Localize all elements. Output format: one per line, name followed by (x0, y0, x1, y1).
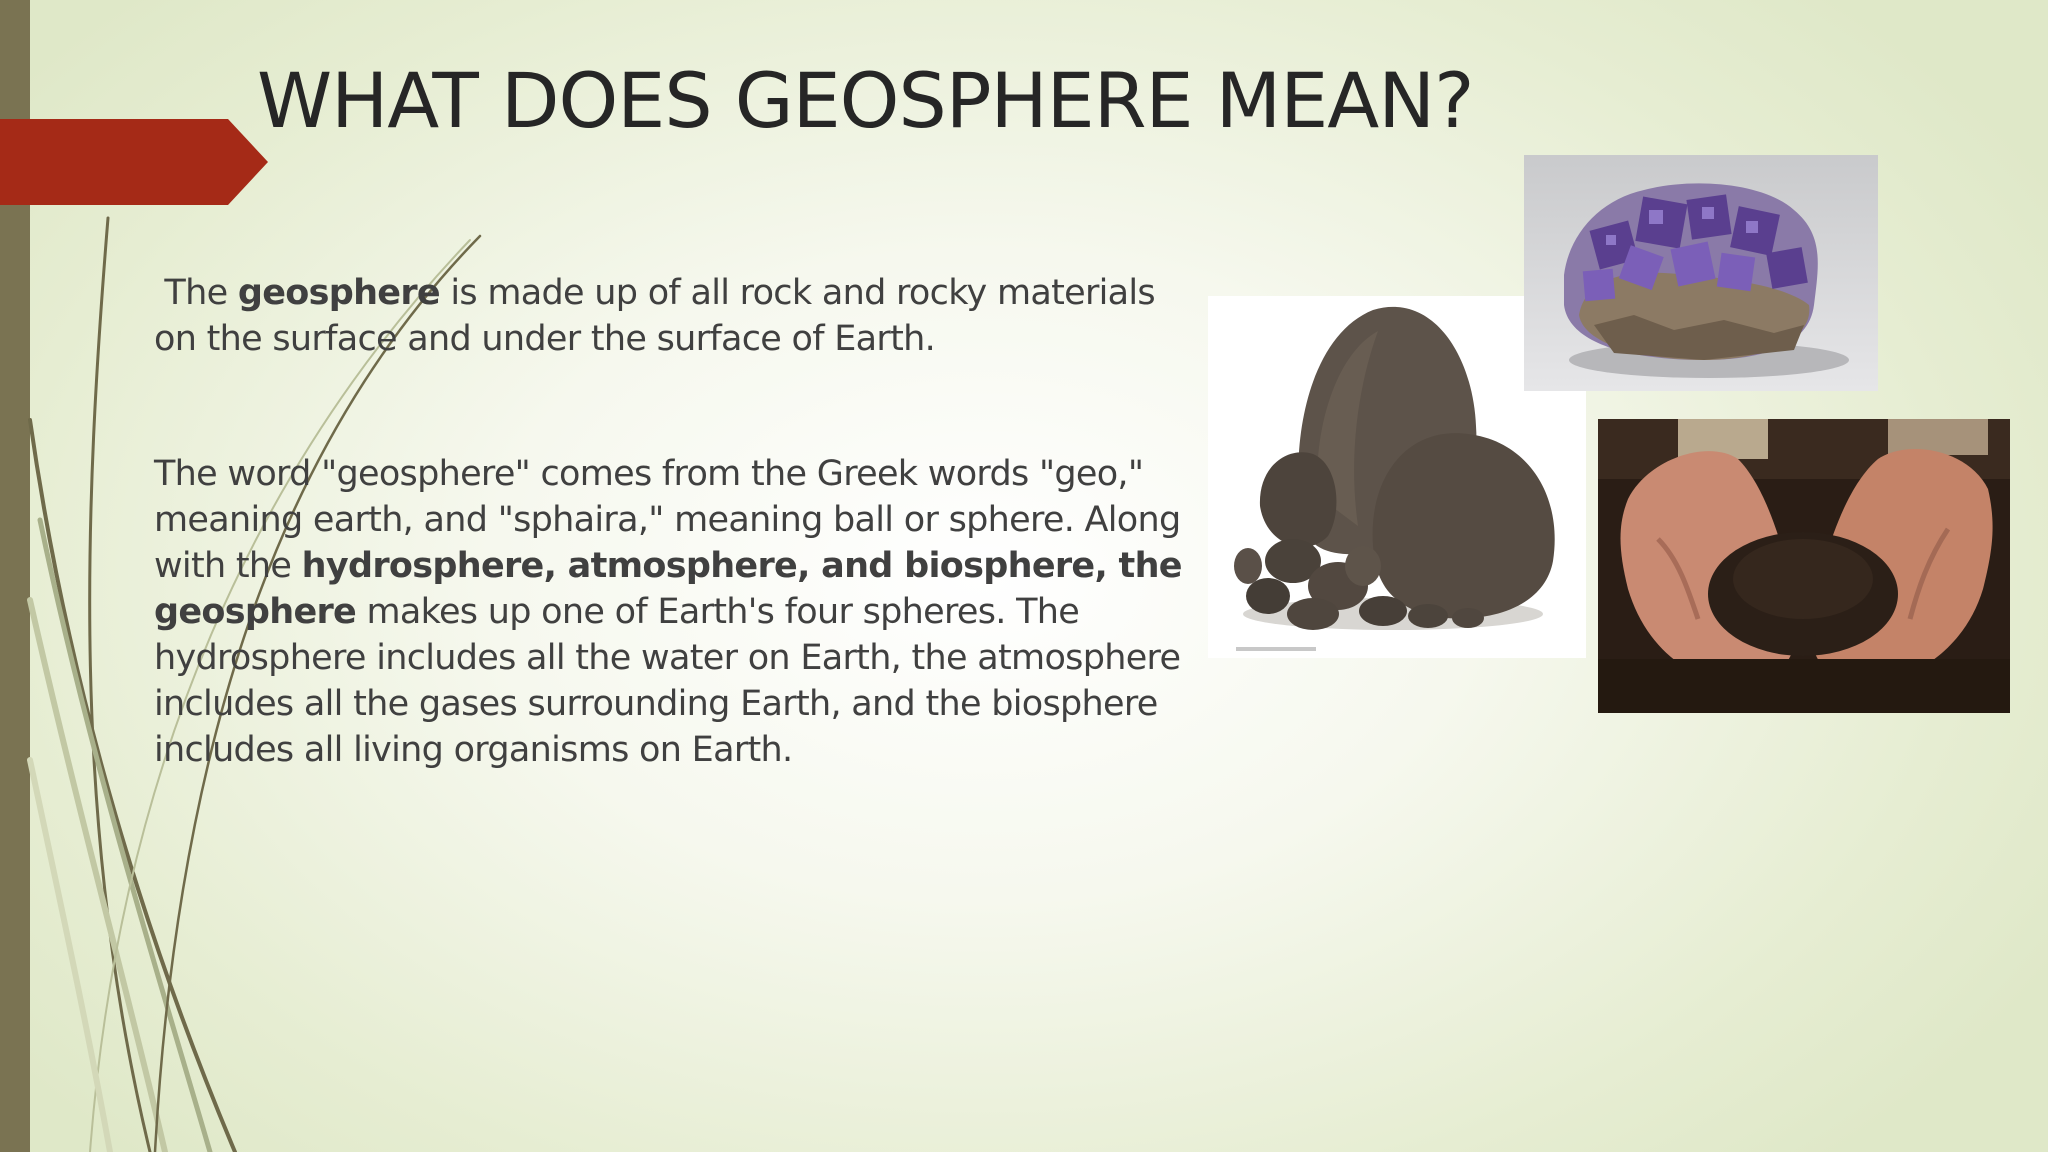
slide-title: WHAT DOES GEOSPHERE MEAN? (257, 56, 1474, 145)
paragraph-etymology (154, 451, 1204, 773)
hands-soil-image (1598, 419, 2010, 713)
crystal-image (1524, 155, 1878, 391)
para1-rest: is made up of all rock and rocky materials on the surface and under the surface of Earth. (154, 273, 1155, 359)
para2-spheres: hydrosphere, atmosphere, and biosphere, the geosphere (154, 546, 1182, 632)
paragraph-definition (154, 270, 1204, 362)
para1-term: geosphere (237, 273, 440, 313)
para2-part2: makes up one of Earth's four spheres. The hydrosphere includes all the water on Earth, the atmosphere includes all the gases surrounding Earth, and the biosphere includes all living organisms on Earth. (154, 592, 1181, 770)
title-accent-arrow (0, 119, 268, 205)
para2-part1: The word "geosphere" comes from the Greek words "geo," meaning earth, and "sphaira," meaning ball or sphere. Along with the (154, 454, 1181, 586)
para1-lead: The (154, 273, 238, 313)
